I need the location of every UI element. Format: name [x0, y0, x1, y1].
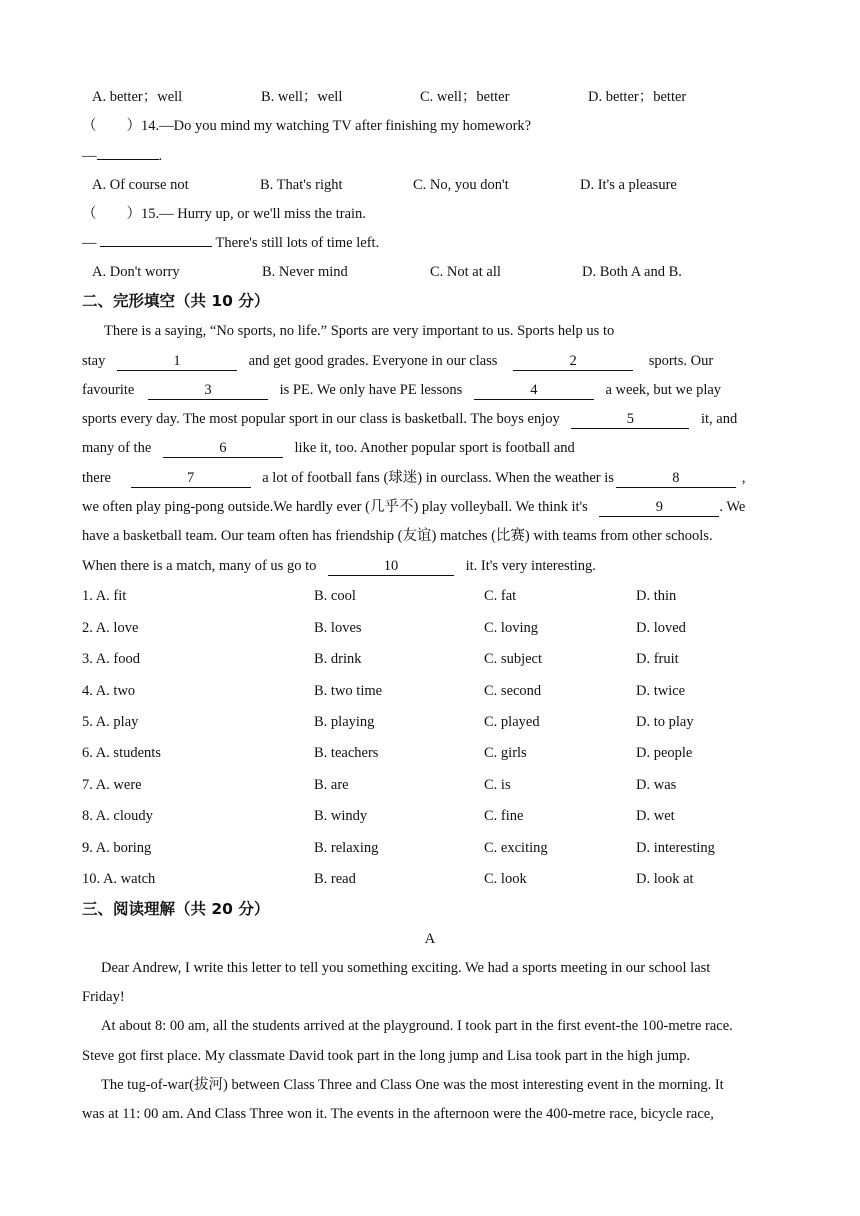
q15-option-c[interactable]: C. Not at all: [430, 264, 501, 280]
q14-reply-blank[interactable]: [97, 159, 159, 160]
cloze-blank-2[interactable]: 2: [513, 353, 633, 371]
q13-option-a[interactable]: A. better；well: [92, 89, 183, 105]
cloze-option[interactable]: C. subject: [484, 651, 542, 667]
cloze-text: . We: [719, 499, 746, 515]
cloze-option[interactable]: C. loving: [484, 620, 538, 636]
cloze-text: ,: [741, 470, 746, 486]
reading-line: The tug-of-war(拔河) between Class Three and Class One was the most interesting event in the morning. It: [101, 1077, 724, 1093]
q15-option-b[interactable]: B. Never mind: [262, 264, 348, 280]
q14-stem-line: [82, 116, 531, 136]
q15-option-a[interactable]: A. Don't worry: [92, 264, 180, 280]
q13-option-d[interactable]: D. better；better: [588, 89, 687, 105]
cloze-option[interactable]: B. loves: [314, 620, 362, 636]
section-3-title: 三、阅读理解（共 20 分）: [82, 900, 270, 918]
q15-reply-end: There's still lots of time left.: [215, 235, 380, 251]
answer-paren-close: ）: [126, 206, 141, 222]
cloze-text: sports every day. The most popular sport in our class is basketball. The boys enjoy: [82, 411, 560, 427]
q14-option-b[interactable]: B. That's right: [260, 177, 343, 193]
cloze-option[interactable]: C. is: [484, 777, 511, 793]
cloze-text: When there is a match, many of us go to: [82, 558, 317, 574]
cloze-option[interactable]: D. thin: [636, 588, 677, 604]
q15-stem-line: [82, 204, 366, 224]
cloze-option[interactable]: B. relaxing: [314, 840, 379, 856]
cloze-option[interactable]: 10. A. watch: [82, 871, 156, 887]
cloze-line-9: [82, 556, 596, 576]
q13-option-c[interactable]: C. well；better: [420, 89, 510, 105]
reading-line: Steve got first place. My classmate David took part in the long jump and Lisa took part in the high jump.: [82, 1048, 691, 1064]
q14-reply-end: .: [158, 148, 163, 164]
reading-line: was at 11: 00 am. And Class Three won it. The events in the afternoon were the 400-metre race, bicycle race,: [82, 1106, 714, 1122]
cloze-blank-3[interactable]: 3: [148, 382, 268, 400]
answer-paren-close: ）: [126, 118, 141, 134]
cloze-option[interactable]: C. played: [484, 714, 540, 730]
cloze-line-6: [82, 468, 746, 488]
cloze-blank-8[interactable]: 8: [616, 470, 736, 488]
cloze-line-1: There is a saying, “No sports, no life.” Sports are very important to us. Sports help us to: [104, 323, 615, 339]
cloze-option[interactable]: B. playing: [314, 714, 375, 730]
cloze-option[interactable]: D. interesting: [636, 840, 715, 856]
cloze-text: it. It's very interesting.: [465, 558, 596, 574]
cloze-option[interactable]: 9. A. boring: [82, 840, 152, 856]
cloze-text: stay: [82, 353, 106, 369]
cloze-option[interactable]: B. drink: [314, 651, 362, 667]
reading-line: Friday!: [82, 989, 125, 1005]
cloze-option[interactable]: 2. A. love: [82, 620, 139, 636]
cloze-text: a week, but we play: [605, 382, 722, 398]
cloze-line-5: [82, 438, 575, 458]
cloze-option[interactable]: B. cool: [314, 588, 356, 604]
cloze-option[interactable]: D. loved: [636, 620, 686, 636]
q14-option-a[interactable]: A. Of course not: [92, 177, 189, 193]
reading-line: Dear Andrew, I write this letter to tell you something exciting. We had a sports meeting in our school last: [101, 960, 711, 976]
cloze-option[interactable]: C. fine: [484, 808, 524, 824]
cloze-text: it, and: [701, 411, 738, 427]
cloze-text: we often play ping-pong outside.We hardly ever (几乎不) play volleyball. We think it's: [82, 499, 588, 515]
cloze-line-2: [82, 351, 713, 371]
cloze-option[interactable]: 4. A. two: [82, 683, 136, 699]
cloze-option[interactable]: 8. A. cloudy: [82, 808, 153, 824]
cloze-option[interactable]: 7. A. were: [82, 777, 142, 793]
cloze-option[interactable]: B. windy: [314, 808, 368, 824]
q15-reply-blank[interactable]: [100, 246, 212, 247]
q14-stem: 14.—Do you mind my watching TV after finishing my homework?: [141, 118, 532, 134]
cloze-option[interactable]: D. people: [636, 745, 693, 761]
cloze-blank-6[interactable]: 6: [163, 440, 283, 458]
cloze-option[interactable]: C. girls: [484, 745, 527, 761]
cloze-option[interactable]: D. look at: [636, 871, 694, 887]
cloze-text: is PE. We only have PE lessons: [279, 382, 463, 398]
q15-reply-dash: —: [82, 235, 97, 251]
cloze-option[interactable]: C. exciting: [484, 840, 548, 856]
cloze-option[interactable]: 6. A. students: [82, 745, 161, 761]
cloze-text: favourite: [82, 382, 135, 398]
q14-reply-line: [82, 146, 162, 166]
q14-reply-dash: —: [82, 148, 97, 164]
cloze-option[interactable]: C. look: [484, 871, 527, 887]
cloze-blank-7[interactable]: 7: [131, 470, 251, 488]
cloze-option[interactable]: C. fat: [484, 588, 517, 604]
q15-option-d[interactable]: D. Both A and B.: [582, 264, 682, 280]
q15-stem: 15.— Hurry up, or we'll miss the train.: [141, 206, 366, 222]
q14-option-c[interactable]: C. No, you don't: [413, 177, 509, 193]
cloze-option[interactable]: 1. A. fit: [82, 588, 127, 604]
cloze-option[interactable]: B. two time: [314, 683, 383, 699]
cloze-text: many of the: [82, 440, 152, 456]
cloze-line-3: [82, 380, 721, 400]
cloze-blank-9[interactable]: 9: [599, 499, 719, 517]
cloze-text: sports. Our: [648, 353, 714, 369]
cloze-blank-10[interactable]: 10: [328, 558, 454, 576]
passage-label: A: [424, 931, 436, 947]
cloze-option[interactable]: D. was: [636, 777, 677, 793]
cloze-line-4: [82, 409, 737, 429]
cloze-option[interactable]: 5. A. play: [82, 714, 139, 730]
cloze-text: there: [82, 470, 111, 486]
cloze-blank-1[interactable]: 1: [117, 353, 237, 371]
cloze-option[interactable]: B. are: [314, 777, 349, 793]
cloze-blank-4[interactable]: 4: [474, 382, 594, 400]
cloze-option[interactable]: D. fruit: [636, 651, 679, 667]
cloze-line-8: have a basketball team. Our team often has friendship (友谊) matches (比赛) with teams from other schools.: [82, 528, 713, 544]
cloze-blank-5[interactable]: 5: [571, 411, 689, 429]
cloze-option[interactable]: D. to play: [636, 714, 694, 730]
cloze-text: a lot of football fans (球迷) in ourclass. When the weather is: [262, 470, 614, 486]
cloze-line-7: [82, 497, 745, 517]
cloze-option[interactable]: 3. A. food: [82, 651, 140, 667]
cloze-text: and get good grades. Everyone in our class: [248, 353, 498, 369]
cloze-option[interactable]: D. wet: [636, 808, 675, 824]
cloze-text: like it, too. Another popular sport is football and: [294, 440, 575, 456]
cloze-option[interactable]: B. teachers: [314, 745, 379, 761]
cloze-option[interactable]: B. read: [314, 871, 356, 887]
q15-reply-line: [82, 233, 379, 253]
answer-paren-open: （: [82, 206, 97, 222]
q13-option-b[interactable]: B. well；well: [261, 89, 343, 105]
section-2-title: 二、完形填空（共 10 分）: [82, 292, 270, 310]
q14-option-d[interactable]: D. It's a pleasure: [580, 177, 677, 193]
cloze-option[interactable]: C. second: [484, 683, 542, 699]
reading-line: At about 8: 00 am, all the students arrived at the playground. I took part in the first event-the 100-metre race.: [101, 1018, 733, 1034]
answer-paren-open: （: [82, 118, 97, 134]
cloze-option[interactable]: D. twice: [636, 683, 686, 699]
